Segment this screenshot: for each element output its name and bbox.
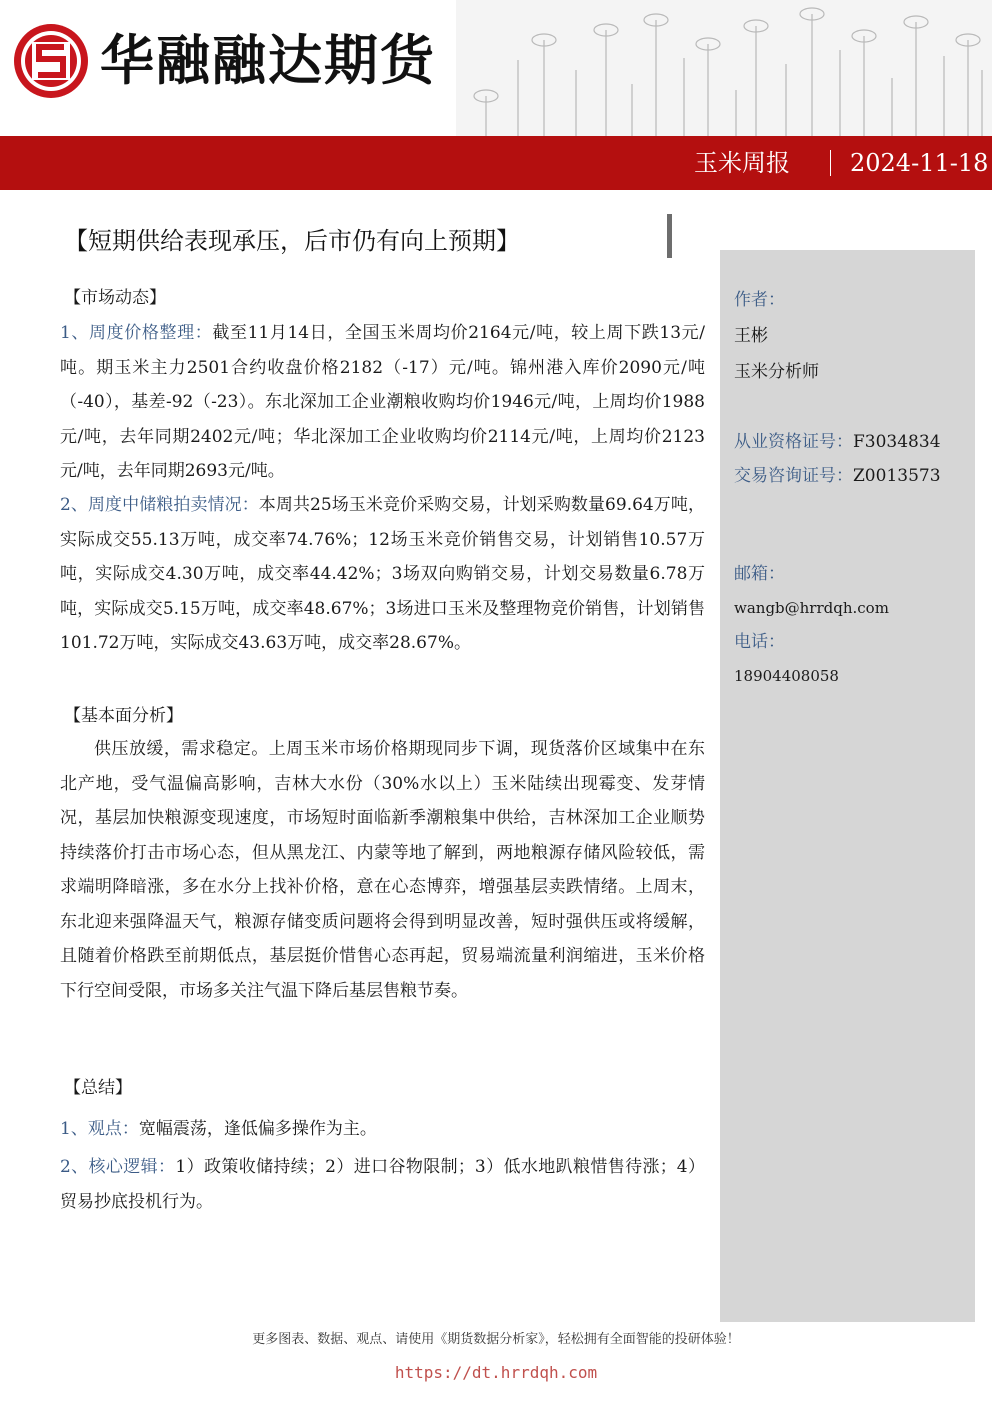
email-value[interactable]: wangb@hrrdqh.com xyxy=(734,599,889,617)
phone-value: 18904408058 xyxy=(734,667,839,685)
consult-row xyxy=(734,464,941,488)
market-item-1-text: 截至11月14日，全国玉米周均价2164元/吨，较上周下跌13元/吨。期玉米主力2501合约收盘价格2182（-17）元/吨。锦州港入库价2090元/吨（-40），基差-92（-23）。东北深加工企业潮粮收购均价1946元/吨，上周均价1988元/吨，去年同期2402元/吨；华北深加工企业收购均价2114元/吨，上周均价2123元/吨，去年同期2693元/吨。 xyxy=(60,323,705,481)
cert-row xyxy=(734,430,941,454)
market-item-2-text: 本周共25场玉米竞价采购交易，计划采购数量69.64万吨，实际成交55.13万吨，成交率74.76%；12场玉米竞价销售交易，计划销售10.57万吨，实际成交4.30万吨，成交率44.42%；3场双向购销交易，计划交易数量6.78万吨，实际成交5.15万吨，成交率48.67%；3场进口玉米及整理物竞价销售，计划销售101.72万吨，实际成交43.63万吨，成交率28.67%。 xyxy=(60,495,705,653)
fundamental-text: 供压放缓，需求稳定。上周玉米市场价格期现同步下调，现货落价区域集中在东北产地，受气温偏高影响，吉林大水份（30%水以上）玉米陆续出现霉变、发芽情况，基层加快粮源变现速度，市场短时面临新季潮粮集中供给，吉林深加工企业顺势持续落价打击市场心态，但从黑龙江、内蒙等地了解到，两地粮源存储风险较低，需求端明降暗涨，多在水分上找补价格，意在心态博弈，增强基层卖跌情绪。上周末，东北迎来强降温天气，粮源存储变质问题将会得到明显改善，短时强供压或将缓解，且随着价格跌至前期低点，基层挺价惜售心态再起，贸易端流量利润缩进，玉米价格下行空间受限，市场多关注气温下降后基层售粮节奏。 xyxy=(60,739,705,1001)
footer-note: 更多图表、数据、观点、请使用《期货数据分析家》，轻松拥有全面智能的投研体验！ xyxy=(252,1332,740,1347)
phone-label: 电话： xyxy=(734,632,785,652)
market-item-1-label: 1、周度价格整理： xyxy=(60,323,213,343)
author-name: 王彬 xyxy=(734,326,768,346)
report-type: 玉米周报 xyxy=(694,149,790,177)
header-red-bar xyxy=(0,136,992,190)
company-name: 华融融达期货 xyxy=(100,29,436,92)
fundamental-heading: 【基本面分析】 xyxy=(64,706,183,726)
market-heading: 【市场动态】 xyxy=(64,288,166,308)
consult-value: Z0013573 xyxy=(853,466,941,486)
report-title: 【短期供给表现承压，后市仍有向上预期】 xyxy=(64,227,520,255)
market-item-2-label: 2、周度中储粮拍卖情况： xyxy=(60,495,259,515)
report-date: 2024-11-18 xyxy=(850,149,989,177)
author-label: 作者： xyxy=(734,290,785,310)
header-decoration xyxy=(456,0,992,136)
header-divider xyxy=(830,150,831,176)
cert-value: F3034834 xyxy=(853,432,941,452)
market-item-2 xyxy=(60,488,705,661)
market-item-1 xyxy=(60,316,705,489)
company-logo-icon xyxy=(12,22,90,100)
summary-item-1 xyxy=(60,1112,705,1147)
email-label: 邮箱： xyxy=(734,564,785,584)
footer-url-link[interactable]: https://dt.hrrdqh.com xyxy=(394,1363,598,1382)
author-sidebar xyxy=(720,250,975,1322)
author-title: 玉米分析师 xyxy=(734,362,819,382)
summary-item-2-label: 2、核心逻辑： xyxy=(60,1157,176,1177)
summary-heading: 【总结】 xyxy=(64,1078,132,1098)
cert-label: 从业资格证号： xyxy=(734,432,853,452)
summary-item-1-label: 1、观点： xyxy=(60,1119,139,1139)
consult-label: 交易咨询证号： xyxy=(734,466,853,486)
summary-item-1-text: 宽幅震荡，逢低偏多操作为主。 xyxy=(138,1119,377,1139)
summary-item-2-text: 1）政策收储持续；2）进口谷物限制；3）低水地趴粮惜售待涨；4）贸易抄底投机行为。 xyxy=(60,1157,705,1212)
title-marker xyxy=(667,214,672,258)
summary-item-2 xyxy=(60,1150,705,1219)
